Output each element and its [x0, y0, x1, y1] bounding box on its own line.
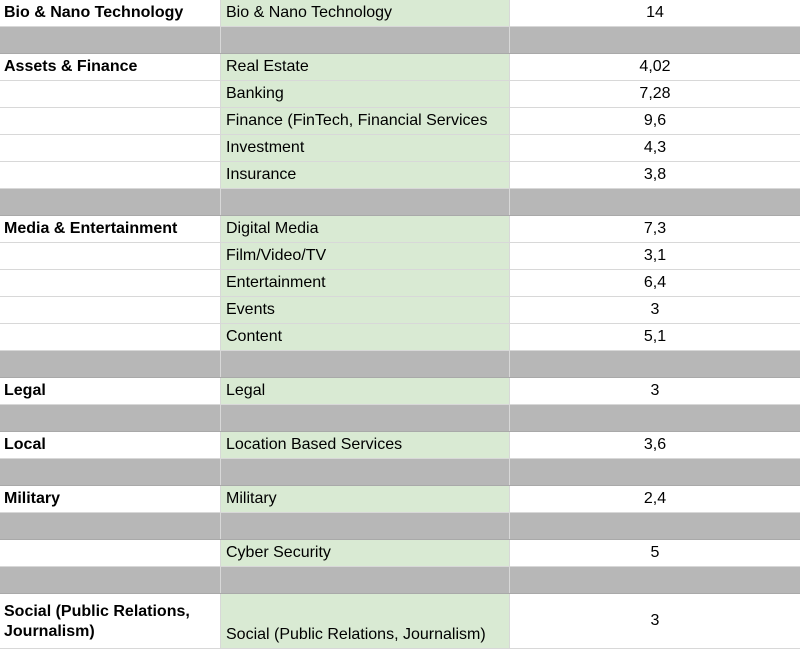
- value-cell[interactable]: 3: [650, 382, 660, 399]
- table-row: [0, 594, 800, 649]
- subcategory-cell[interactable]: Social (Public Relations, Journalism): [221, 594, 510, 648]
- category-cell[interactable]: Social (Public Relations, Journalism): [0, 594, 221, 648]
- subcategory-cell[interactable]: [221, 405, 510, 431]
- table-row: [0, 378, 800, 405]
- value-cell[interactable]: [510, 459, 800, 485]
- value-cell[interactable]: 7,28: [639, 85, 671, 102]
- value-cell[interactable]: 3,1: [643, 247, 667, 264]
- separator-row: [0, 513, 800, 540]
- subcategory-cell[interactable]: Finance (FinTech, Financial Services: [221, 108, 510, 134]
- separator-row: [0, 459, 800, 486]
- subcategory-cell[interactable]: [221, 513, 510, 539]
- subcategory-cell[interactable]: Cyber Security: [221, 540, 510, 566]
- category-cell[interactable]: [0, 459, 221, 485]
- category-cell[interactable]: [0, 189, 221, 215]
- table-row: [0, 135, 800, 162]
- separator-row: [0, 189, 800, 216]
- subcategory-cell[interactable]: Entertainment: [221, 270, 510, 296]
- category-cell[interactable]: [0, 108, 221, 134]
- subcategory-cell[interactable]: [221, 27, 510, 53]
- category-cell[interactable]: [0, 243, 221, 269]
- separator-row: [0, 405, 800, 432]
- table-row: [0, 540, 800, 567]
- subcategory-cell[interactable]: Events: [221, 297, 510, 323]
- table-row: [0, 108, 800, 135]
- subcategory-cell[interactable]: [221, 189, 510, 215]
- value-cell[interactable]: 9,6: [643, 112, 667, 129]
- category-cell[interactable]: [0, 81, 221, 107]
- subcategory-cell[interactable]: Legal: [221, 378, 510, 404]
- subcategory-cell[interactable]: Real Estate: [221, 54, 510, 80]
- value-cell[interactable]: [510, 513, 800, 539]
- category-cell[interactable]: [0, 297, 221, 323]
- table-row: [0, 216, 800, 243]
- value-cell[interactable]: [510, 27, 800, 53]
- table-row: [0, 270, 800, 297]
- category-cell[interactable]: [0, 513, 221, 539]
- table-row: [0, 324, 800, 351]
- subcategory-cell[interactable]: Bio & Nano Technology: [221, 0, 510, 26]
- category-cell[interactable]: Bio & Nano Technology: [0, 0, 221, 26]
- subcategory-cell[interactable]: Investment: [221, 135, 510, 161]
- separator-row: [0, 27, 800, 54]
- subcategory-cell[interactable]: Insurance: [221, 162, 510, 188]
- category-cell[interactable]: Military: [0, 486, 221, 512]
- separator-row: [0, 351, 800, 378]
- value-cell[interactable]: [510, 189, 800, 215]
- subcategory-cell[interactable]: [221, 567, 510, 593]
- category-cell[interactable]: [0, 567, 221, 593]
- subcategory-cell[interactable]: Digital Media: [221, 216, 510, 242]
- subcategory-cell[interactable]: Film/Video/TV: [221, 243, 510, 269]
- value-cell[interactable]: 3: [650, 612, 660, 629]
- table-row: [0, 162, 800, 189]
- separator-row: [0, 567, 800, 594]
- table-row: [0, 0, 800, 27]
- subcategory-cell[interactable]: Military: [221, 486, 510, 512]
- value-cell[interactable]: [510, 351, 800, 377]
- subcategory-cell[interactable]: [221, 351, 510, 377]
- category-cell[interactable]: [0, 540, 221, 566]
- table-row: [0, 486, 800, 513]
- subcategory-cell[interactable]: Content: [221, 324, 510, 350]
- value-cell[interactable]: 4,3: [643, 139, 667, 156]
- value-cell[interactable]: 3,6: [643, 436, 667, 453]
- subcategory-cell[interactable]: Location Based Services: [221, 432, 510, 458]
- table-row: [0, 54, 800, 81]
- table-row: [0, 81, 800, 108]
- category-cell[interactable]: [0, 405, 221, 431]
- subcategory-cell[interactable]: Banking: [221, 81, 510, 107]
- category-cell[interactable]: [0, 324, 221, 350]
- subcategory-cell[interactable]: [221, 459, 510, 485]
- category-cell[interactable]: [0, 27, 221, 53]
- value-cell[interactable]: 4,02: [639, 58, 671, 75]
- category-cell[interactable]: Legal: [0, 378, 221, 404]
- category-cell[interactable]: [0, 162, 221, 188]
- value-cell[interactable]: 2,4: [643, 490, 667, 507]
- value-cell[interactable]: 3: [650, 301, 660, 318]
- value-cell[interactable]: 7,3: [643, 220, 667, 237]
- value-cell[interactable]: [510, 567, 800, 593]
- table-row: [0, 243, 800, 270]
- value-cell[interactable]: 6,4: [643, 274, 667, 291]
- category-cell[interactable]: Assets & Finance: [0, 54, 221, 80]
- table-row: [0, 432, 800, 459]
- value-cell[interactable]: [510, 405, 800, 431]
- category-cell[interactable]: Media & Entertainment: [0, 216, 221, 242]
- value-cell[interactable]: 14: [646, 4, 664, 21]
- category-cell[interactable]: [0, 351, 221, 377]
- value-cell[interactable]: 3,8: [643, 166, 667, 183]
- category-cell[interactable]: Local: [0, 432, 221, 458]
- table-row: [0, 297, 800, 324]
- category-cell[interactable]: [0, 135, 221, 161]
- value-cell[interactable]: 5,1: [643, 328, 667, 345]
- value-cell[interactable]: 5: [650, 544, 660, 561]
- category-cell[interactable]: [0, 270, 221, 296]
